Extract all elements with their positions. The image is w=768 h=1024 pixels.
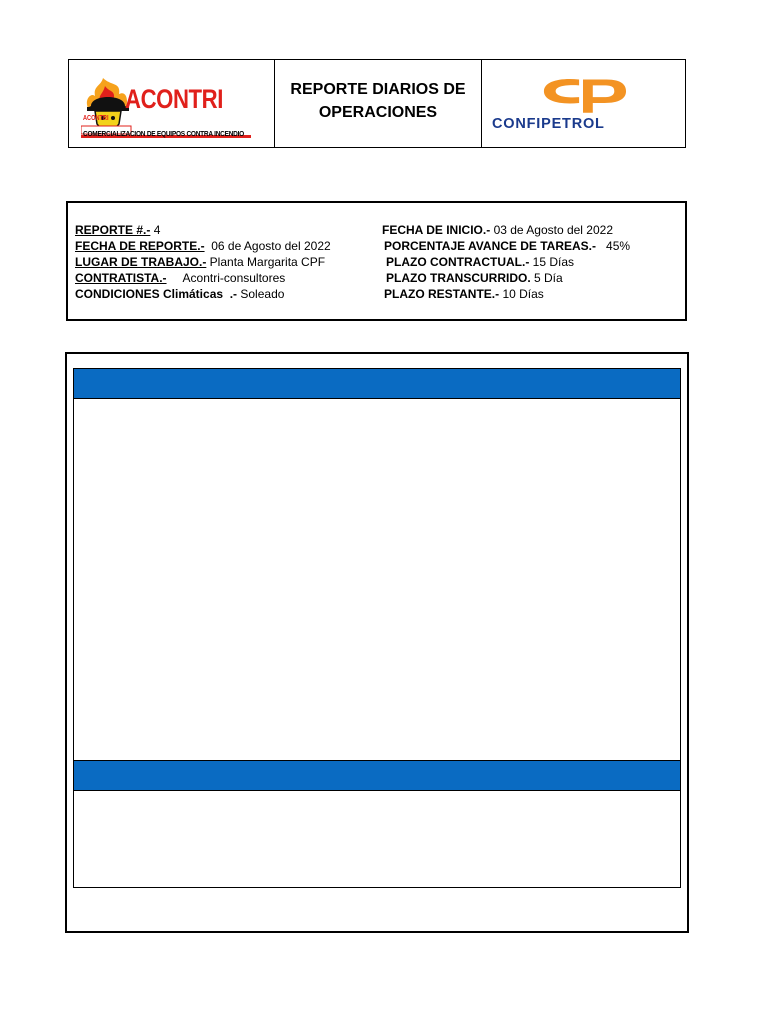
plazo-contractual-row [386,254,574,270]
condiciones-label: CONDICIONES Climáticas .- [75,287,238,301]
condiciones-value: Soleado [237,287,285,301]
fecha-reporte-label: FECHA DE REPORTE.- [75,239,205,253]
porcentaje-row [384,238,630,254]
plazo-contractual-label: PLAZO CONTRACTUAL.- [386,255,530,269]
contratista-value: Acontri-consultores [166,271,286,285]
plazo-restante-label: PLAZO RESTANTE.- [384,287,500,301]
contratista-label: CONTRATISTA.- [75,271,167,285]
porcentaje-label: PORCENTAJE AVANCE DE TAREAS.- [384,239,597,253]
acontri-logo-text: ACONTRI [125,84,223,114]
lugar-value: Planta Margarita CPF [206,255,326,269]
observations-section [73,760,681,888]
plazo-transcurrido-value: 5 Día [530,271,563,285]
activities-section-header [74,369,680,399]
report-info-box [66,201,687,321]
acontri-logo-small-text: ACONTRI [83,115,109,122]
fecha-reporte-value: 06 de Agosto del 2022 [204,239,331,253]
lugar-label: LUGAR DE TRABAJO.- [75,255,207,269]
plazo-contractual-value: 15 Días [529,255,575,269]
acontri-tagline: COMERCIALIZACION DE EQUIPOS CONTRA INCENDIO [83,129,245,138]
plazo-transcurrido-row [386,270,563,286]
plazo-restante-row [384,286,544,302]
observations-section-header [74,761,680,791]
confipetrol-logo-cell [482,60,685,147]
condiciones-row [75,286,284,302]
activities-section [73,368,681,762]
reporte-value: 4 [150,223,161,237]
porcentaje-value: 45% [596,239,631,253]
plazo-transcurrido-label: PLAZO TRANSCURRIDO. [386,271,531,285]
confipetrol-logo-icon [482,60,685,147]
reporte-label: REPORTE #.- [75,223,151,237]
fecha-inicio-row [382,222,613,238]
fecha-inicio-label: FECHA DE INICIO.- [382,223,491,237]
lugar-row [75,254,325,270]
page-title-line1: REPORTE DIARIOS DE [290,80,466,98]
plazo-restante-value: 10 Días [499,287,544,301]
fecha-reporte-row [75,238,331,254]
acontri-logo-cell [69,60,275,147]
fecha-inicio-value: 03 de Agosto del 2022 [490,223,614,237]
report-header [68,59,686,148]
confipetrol-logo-text: CONFIPETROL [492,116,605,132]
page-title [290,78,465,124]
page-title-line2: OPERACIONES [318,103,438,121]
contratista-row [75,270,285,286]
reporte-row [75,222,160,238]
title-cell [275,60,482,147]
